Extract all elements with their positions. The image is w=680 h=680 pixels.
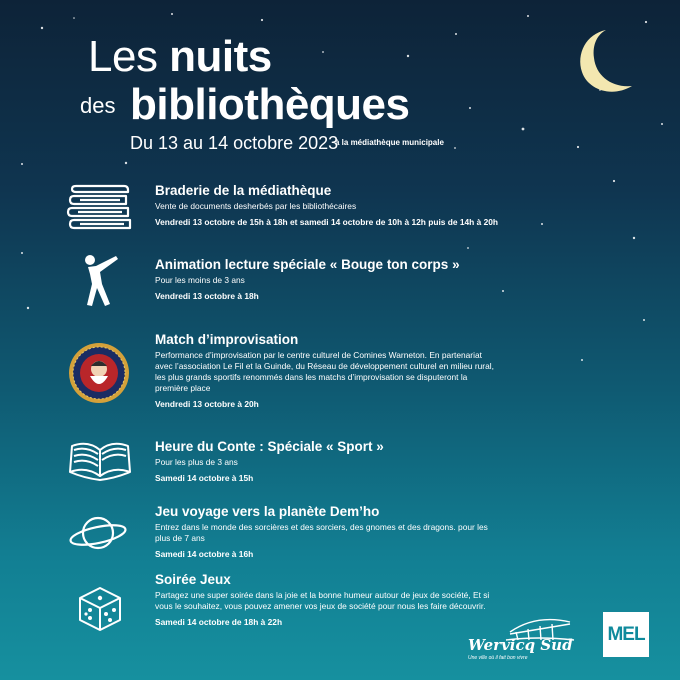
title-line-2-prefix: des — [80, 93, 116, 118]
event-description: Pour les plus de 3 ans — [155, 457, 238, 467]
event-location: à la médiathèque municipale — [335, 138, 444, 147]
title-line-2: bibliothèques — [130, 80, 410, 129]
event-title: Braderie de la médiathèque — [155, 183, 332, 198]
event-title: Jeu voyage vers la planète Dem’ho — [155, 504, 380, 519]
event-time: Vendredi 13 octobre à 20h — [155, 399, 259, 409]
event-match-improvisation — [155, 331, 500, 410]
event-time: Vendredi 13 octobre de 15h à 18h et samedi 14 octobre de 10h à 12h puis de 14h à 20h — [155, 217, 499, 227]
event-time: Samedi 14 octobre à 16h — [155, 549, 254, 559]
event-description: Pour les moins de 3 ans — [155, 275, 245, 285]
wervicq-sud-tagline: Une ville où il fait bon vivre — [468, 655, 528, 661]
event-title: Soirée Jeux — [155, 572, 231, 587]
event-title: Heure du Conte : Spéciale « Sport » — [155, 439, 384, 454]
event-animation-lecture — [155, 256, 500, 302]
event-time: Samedi 14 octobre de 18h à 22h — [155, 617, 283, 627]
wervicq-sud-wordmark: Wervicq Sud — [468, 636, 573, 654]
event-time: Vendredi 13 octobre à 18h — [155, 291, 259, 301]
stretching-person-icon — [80, 252, 124, 308]
event-description: Performance d’improvisation par le centre culturel de Comines Warneton. En partenariat avec l’association Le Fil et la Guinde, du Réseau de développement culturel en milieu rural, les plus grands sportifs renommés dans les matchs d’improvisation se disputeront la première place — [155, 350, 494, 393]
event-title: Animation lecture spéciale « Bouge ton corps » — [155, 257, 460, 272]
event-description: Vente de documents desherbés par les bibliothécaires — [155, 201, 357, 211]
wervicq-sud-logo — [466, 610, 578, 662]
dice-icon — [76, 584, 124, 634]
books-icon — [66, 182, 134, 234]
moon-icon — [566, 24, 642, 100]
event-time: Samedi 14 octobre à 15h — [155, 473, 254, 483]
event-heure-du-conte — [155, 438, 500, 484]
event-description: Partagez une super soirée dans la joie et la bonne humeur autour de jeux de société, Et si vous le souhaitez, vous pouvez amener vos jeux de société pour nous les faire découvrir. — [155, 590, 490, 611]
mel-logo: MEL — [603, 612, 649, 657]
event-jeu-voyage — [155, 503, 500, 560]
event-braderie — [155, 182, 500, 228]
title-line-1: Les nuits — [88, 32, 272, 81]
improvisation-badge-icon — [68, 342, 130, 404]
open-book-icon — [66, 438, 134, 482]
planet-icon — [68, 510, 128, 556]
event-title: Match d’improvisation — [155, 332, 299, 347]
event-soiree-jeux — [155, 571, 500, 628]
event-description: Entrez dans le monde des sorcières et des sorciers, des gnomes et des dragons. pour les plus de 7 ans — [155, 522, 488, 543]
event-dates: Du 13 au 14 octobre 2023 — [130, 133, 339, 153]
